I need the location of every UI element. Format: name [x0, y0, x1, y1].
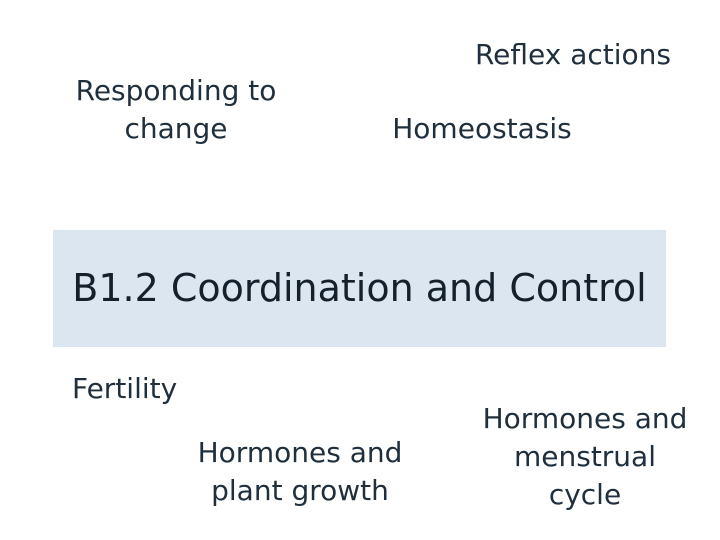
topic-hormones-plant-growth: Hormones and plant growth	[197, 436, 403, 507]
topic-hormones-menstrual-cycle: Hormones and menstrual cycle	[482, 402, 688, 511]
topic-homeostasis: Homeostasis	[392, 112, 572, 145]
topic-reflex-actions: Reflex actions	[474, 38, 672, 71]
topic-responding-to-change: Responding to change	[75, 74, 277, 145]
title-banner	[53, 230, 666, 347]
diagram-title: B1.2 Coordination and Control	[72, 266, 647, 310]
topic-fertility: Fertility	[72, 372, 178, 405]
